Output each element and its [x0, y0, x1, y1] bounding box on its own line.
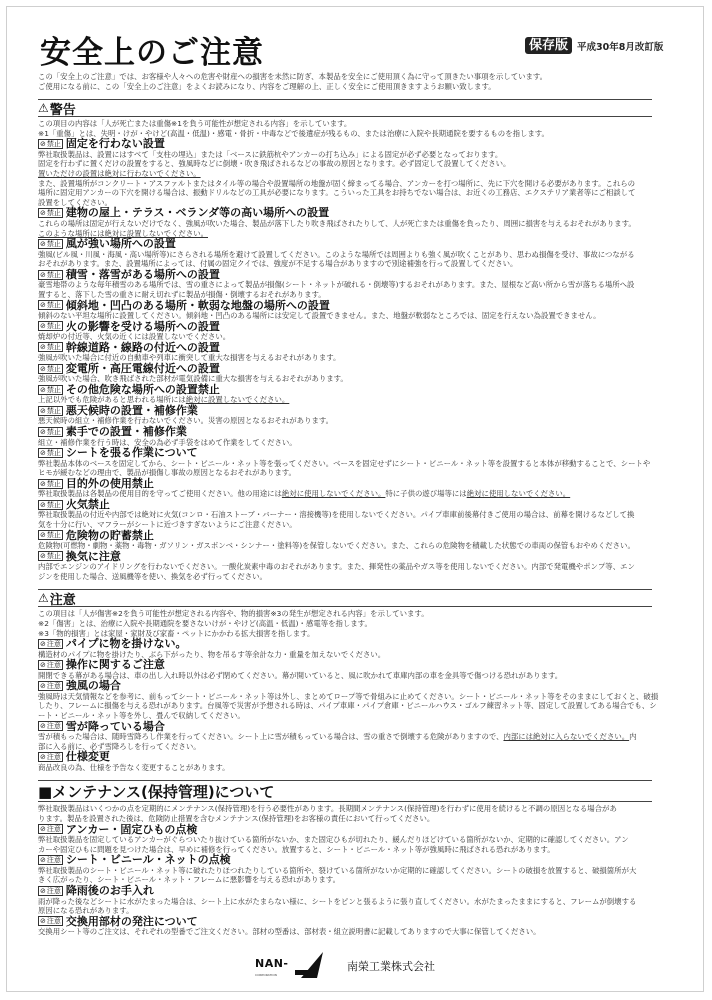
- prohibited-badge: [38, 270, 63, 280]
- caution-badge: [38, 660, 63, 670]
- notice-item: [38, 300, 652, 321]
- caution-badge: [38, 824, 63, 834]
- text-line: 弊社取扱製品の付近や内部では絶対に火気(コンロ・石油ストーブ・バーナー・溶接機等)を使用しないでください。パイプ車庫前後幕付きご使用の場合は、前幕を開けるなどして換: [38, 510, 635, 520]
- prohibited-icon: ⊘: [40, 301, 46, 310]
- notice-title-text: 変電所・高圧電線付近への設置: [65, 361, 220, 375]
- intro-line: この「安全上のご注意」では、お客様や人々への危害や財産への損害を未然に防ぎ、本製品を安全にご使用頂く為に守って頂きたい事項を示しています。: [38, 72, 548, 81]
- badge-label: 禁止: [46, 479, 61, 488]
- underlined-text: このような場所には絶対に設置しないでください。: [38, 228, 208, 238]
- text-line: この項目は「人が傷害※2を負う可能性が想定される内容や、物的損害※3の発生が想定される内容」を示しています。: [38, 609, 429, 619]
- caution-heading-label: 注意: [49, 592, 76, 608]
- notice-title-text: 積雪・落雪がある場所への設置: [65, 267, 220, 281]
- text-line: 気を十分に行い、マフラーがシートに近づきすぎないようにご注意ください。: [38, 520, 297, 530]
- text-line: おそれがあります。また、設置場所によっては、付属の固定クイでは、強度が不足する場合がありますので別途補強を行って設置してください。: [38, 259, 518, 269]
- text-line: ※2「傷害」とは、治療に入院や長期通院を要さないけが・やけど(高温・低温)・感電等を指します。: [38, 619, 372, 628]
- notice-item-title: [38, 885, 652, 897]
- prohibited-badge: [38, 500, 63, 510]
- prohibited-icon: ⊘: [40, 917, 46, 926]
- notice-item-title: [38, 207, 652, 219]
- underlined-text: 絶対に使用しないでください。: [281, 489, 386, 499]
- text-line: ※1「重傷」とは、失明・けが・やけど(高温・低温)・感電・骨折・中毒などで後遺症が残るもの、または治療に入院や長期通院を要するものを指します。: [38, 128, 549, 138]
- notice-item: [38, 238, 652, 269]
- text-segment: 内: [629, 732, 637, 742]
- notice-title-text: 強風の場合: [65, 679, 121, 693]
- prohibited-icon: ⊘: [40, 239, 46, 248]
- notice-title-text: 仕様変更: [65, 750, 110, 764]
- notice-item-title: [38, 478, 652, 490]
- prohibited-icon: ⊘: [40, 427, 46, 436]
- prohibited-badge: [38, 551, 63, 561]
- notice-item-title: [38, 238, 652, 250]
- notice-title-text: 降雨後のお手入れ: [65, 884, 154, 897]
- prohibited-badge: [38, 139, 63, 149]
- badge-label: 禁止: [46, 343, 61, 352]
- text-line: [38, 489, 652, 499]
- badge-label: 禁止: [46, 209, 61, 218]
- logo-sub: CORPORATION: [255, 973, 277, 977]
- text-line: 商品改良の為、仕様を予告なく変更することがあります。: [38, 762, 230, 772]
- badge-label: 注意: [46, 661, 61, 670]
- text-line: 弊社取扱製品はいくつかの点を定期的にメンテナンス(保持管理)を行う必要性があります。長期間メンテナンス(保持管理)を行わずに使用を続けると不調の原因となる場合があ: [38, 804, 617, 814]
- prohibited-badge: [38, 321, 63, 331]
- text-segment: 弊社取扱製品は各製品の使用目的を守ってご使用ください。他の用途には: [38, 489, 282, 499]
- prohibited-icon: ⊘: [40, 639, 46, 648]
- underlined-text: 置いただけの設置は絶対に行わないでください。: [38, 169, 201, 179]
- text-line: 原因になる恐れがあります。: [38, 906, 134, 916]
- notice-item: [38, 659, 652, 680]
- document-body: [38, 72, 659, 937]
- badge-label: 注意: [46, 856, 61, 865]
- badge-label: 禁止: [46, 406, 61, 415]
- edition-date: 平成30年8月改訂版: [577, 41, 664, 53]
- text-line: [38, 169, 652, 179]
- notice-item-title: [38, 530, 652, 542]
- notice-title-text: 幹線道路・線路の付近への設置: [65, 340, 220, 354]
- text-segment: 上記以外でも危険があると思われる場所には: [38, 395, 186, 405]
- text-line: 弊社製品本体のベースを固定してから、シート・ビニール・ネット等を張ってください。ベースを固定せずにシート・ビニール・ネット等を設置すると本体が移動することで、シートや: [38, 458, 651, 468]
- notice-item: [38, 321, 652, 342]
- notice-item: [38, 478, 652, 499]
- intro: [38, 72, 652, 91]
- text-line: 強風(ビル風・川風・海風・高い場所等)にさらされる場所を避けて設置してください。このような場所では周囲よりも強く風が吹くことがあり、思わぬ損傷を受け、事故につながる: [38, 249, 635, 259]
- prohibited-badge: [38, 364, 63, 374]
- caution-heading: [38, 589, 652, 607]
- text-line: また、設置場所がコンクリート・アスファルトまたはタイル等の場合や設置場所の地盤が固く締まってる場合、アンカーを打つ場所に、先に下穴を開ける必要があります。これらの: [38, 178, 636, 188]
- prohibited-badge: [38, 300, 63, 310]
- notice-item-title: [38, 680, 652, 692]
- prohibited-icon: ⊘: [40, 661, 46, 670]
- notice-item: [38, 530, 652, 551]
- badge-label: 注意: [46, 825, 61, 834]
- notice-item: [38, 447, 652, 478]
- badge-label: 禁止: [46, 385, 61, 394]
- text-line: 雨が降った後などシートに水がたまった場合は、シート上に水がたまらない様に、シートをピンと張るように張り直してください。水がたまったままにすると、フレームが倒壊する: [38, 896, 637, 906]
- caution-badge: [38, 855, 63, 865]
- notice-item: [38, 885, 652, 916]
- warning-triangle-icon: ⚠: [38, 591, 49, 606]
- text-line: 構造材のパイプに物を掛けたり、ぶら下がったり、物を吊るす等余計な力・重量を加えないでください。: [38, 649, 386, 659]
- notice-title-text: 固定を行わない設置: [65, 137, 165, 151]
- badge-label: 禁止: [46, 500, 61, 509]
- prohibited-icon: ⊘: [40, 385, 46, 394]
- notice-item-title: [38, 426, 652, 438]
- notice-item: [38, 207, 652, 238]
- prohibited-badge: [38, 479, 63, 489]
- caution-badge: [38, 639, 63, 649]
- text-line: 強風時は天気情報などを参考に、前もってシート・ビニール・ネット等は外し、まとめてロープ等で骨組みに止めてください。シート・ビニール・ネット等をそのままにしておくと、破損: [38, 691, 659, 701]
- notice-item-title: [38, 384, 652, 396]
- notice-item-title: [38, 824, 652, 836]
- text-line: したり、フレームに損傷を与える恐れがあります。台風等で災害が予想される時は、パイプ車庫・パイプ倉庫・ビニールハウス・ゴルフ練習ネット等、固定して設置してある場合でも、シ: [38, 701, 657, 711]
- notice-item: [38, 138, 652, 207]
- prohibited-badge: [38, 208, 63, 218]
- nan-a-logo: [255, 952, 335, 980]
- underlined-text: 絶対に使用しないでください。: [466, 489, 571, 499]
- notice-title-text: 目的外の使用禁止: [65, 476, 154, 490]
- prohibited-badge: [38, 406, 63, 416]
- text-line: 弊社取扱製品を固定しているアンカーがぐらついたり抜けている箇所がないか、また固定ひもが切れたり、緩んだりほどけている箇所がないか、定期的に確認してください。アン: [38, 835, 629, 845]
- text-line: ジンを使用した場合、送風機等を使い、換気を必ず行ってください。: [38, 571, 267, 581]
- notice-item-title: [38, 751, 652, 763]
- text-line: 強風が吹いた場合、吹き飛ばされた部材が電気設備に重大な損害を与えるおそれがあります。: [38, 374, 348, 384]
- warning-heading: [38, 99, 652, 117]
- underlined-text: 内部には絶対に入らないでください。: [503, 732, 630, 742]
- badge-label: 注意: [46, 917, 61, 926]
- prohibited-icon: ⊘: [40, 722, 46, 731]
- maintenance-heading: ■メンテナンス(保持管理)について: [38, 780, 652, 802]
- warning-section: [38, 99, 652, 581]
- badge-label: 禁止: [46, 531, 61, 540]
- notice-item-title: [38, 447, 652, 459]
- prohibited-badge: [38, 342, 63, 352]
- text-line: ート・ビニール・ネット等を外し、畳んで収納してください。: [38, 711, 245, 721]
- notice-title-text: 火気禁止: [65, 497, 110, 511]
- company-name: 南榮工業株式会社: [347, 960, 435, 973]
- prohibited-icon: ⊘: [40, 825, 46, 834]
- prohibited-icon: ⊘: [40, 531, 46, 540]
- notice-title-text: 危険物の貯蓄禁止: [65, 528, 154, 542]
- text-line: 場所に固定用アンカーの下穴を開ける場合は、振動ドリルなどの工具が必要になります。こういった工具をお持ちでない場合は、お近くの工務店、エクステリア業者等にご相談して: [38, 188, 636, 198]
- badge-label: 禁止: [46, 427, 61, 436]
- badge-label: 注意: [46, 682, 61, 691]
- notice-item-title: [38, 551, 652, 563]
- text-line: 固定を行わずに置くだけの設置をすると、強風時などに倒壊・吹き飛ばされるなどの事故の原因となります。必ず固定して設置してください。: [38, 159, 511, 169]
- company-logo: [255, 952, 435, 980]
- text-line: 悪天候時の組立・補修作業を行わないでください。災害の原因となるおそれがあります。: [38, 416, 334, 426]
- badge-label: 禁止: [46, 322, 61, 331]
- notice-title-text: 火の影響を受ける場所への設置: [65, 319, 220, 333]
- logo-text: NAN-: [255, 957, 289, 970]
- badge-label: 禁止: [46, 301, 61, 310]
- badge-label: 注意: [46, 753, 61, 762]
- caution-badge: [38, 721, 63, 731]
- text-line: 傾斜のない平坦な場所に設置してください。傾斜地・凹凸のある場所には安定して設置できません。また、地盤が軟弱なところでは、固定を行えない為設置できません。: [38, 311, 601, 320]
- text-line: きく広がったり、シート・ビニール・ネット・フレームに悪影響を与える恐れがあります。: [38, 875, 340, 885]
- text-line: 組立・補修作業を行う時は、安全の為必ず手袋をはめて作業をしてください。: [38, 437, 297, 447]
- maintenance-body: [38, 804, 652, 936]
- prohibited-icon: ⊘: [40, 682, 46, 691]
- notice-item: [38, 824, 652, 855]
- prohibited-icon: ⊘: [40, 322, 46, 331]
- notice-item: [38, 721, 652, 752]
- prohibited-icon: ⊘: [40, 140, 46, 149]
- prohibited-badge: [38, 448, 63, 458]
- text-line: [38, 732, 652, 742]
- notice-item-title: [38, 405, 652, 417]
- warning-triangle-icon: ⚠: [38, 101, 49, 116]
- prohibited-icon: ⊘: [40, 886, 46, 895]
- text-line: 焼却炉の付近等、火気の近くには設置しないでください。: [38, 332, 231, 342]
- text-segment: 雪が積もった場合は、随時雪降ろし作業を行ってください。シート上に雪が積もっている場合は、雪の重さで倒壊する危険がありますので、: [38, 732, 504, 742]
- caution-body: [38, 609, 659, 772]
- prohibited-icon: ⊘: [40, 406, 46, 415]
- text-segment: 特に子供の遊び場等には: [385, 489, 467, 499]
- text-line: ※3「物的損害」とは家屋・家財及び家畜・ペットにかかわる拡大損害を指します。: [38, 628, 315, 638]
- notice-title-text: シート・ビニール・ネットの点検: [65, 853, 231, 867]
- text-line: 豪雪地帯のような毎年積雪のある場所では、雪の重さによって製品が損傷(シート・ネットが破れる・倒壊等)するおそれがあります。また、屋根など高い所から雪が落ちる場所へ設: [38, 280, 635, 290]
- text-line: 内部でエンジンのアイドリングを行わないでください。一酸化炭素中毒のおそれがあります。また、揮発性の薬品やガス等を使用しないでください。内部で発電機やポンプ等、エン: [38, 562, 635, 572]
- notice-item-title: [38, 916, 652, 928]
- notice-title-text: 雪が降っている場合: [65, 719, 165, 733]
- caution-badge: [38, 752, 63, 762]
- notice-item-title: [38, 321, 652, 333]
- badge-label: 注意: [46, 639, 61, 648]
- notice-item: [38, 363, 652, 384]
- badge-label: 禁止: [46, 448, 61, 457]
- badge-label: 禁止: [46, 270, 61, 279]
- notice-title-text: 悪天候時の設置・補修作業: [65, 403, 198, 417]
- text-line: 弊社取扱製品のシート・ビニール・ネット等に破れたりほつれたりしている箇所や、裂けている箇所がないか定期的に確認してください。シートの破損を放置すると、破損箇所が大: [38, 865, 637, 875]
- notice-item: [38, 269, 652, 300]
- caution-badge: [38, 886, 63, 896]
- text-line: 強風が吹いた場合に付近の自動車や列車に衝突して重大な損害を与えるおそれがあります。: [38, 353, 341, 363]
- notice-item: [38, 916, 652, 937]
- text-line: これらの場所は固定が行えないだけでなく、強風が吹いた場合、製品が落下したり吹き飛ばされたりして、人が死亡または重傷を負ったり、周囲に損害を与えるおそれがあります。: [38, 218, 636, 228]
- notice-item: [38, 405, 652, 426]
- notice-item: [38, 499, 652, 530]
- notice-item: [38, 551, 652, 582]
- text-line: 置すると、落下した雪の重さに耐え切れずに製品が損傷・倒壊するおそれがあります。: [38, 289, 326, 299]
- notice-title-text: シートを張る作業について: [65, 446, 198, 460]
- badge-label: 禁止: [46, 239, 61, 248]
- notice-item-title: [38, 363, 652, 375]
- prohibited-icon: ⊘: [40, 364, 46, 373]
- prohibited-icon: ⊘: [40, 270, 46, 279]
- notice-item: [38, 342, 652, 363]
- notice-title-text: 交換用部材の発注について: [65, 914, 198, 928]
- text-line: 開閉できる幕がある場合は、車の出し入れ時以外は必ず閉めてください。幕が開いていると、風に吹かれて車庫内部の車を金具等で傷つける恐れがあります。: [38, 670, 563, 680]
- text-line: カーや固定ひもに問題を見つけた場合は、早めに補修を行ってください。放置すると、シート・ビニール・ネット等が強風時に飛ばされる恐れがあります。: [38, 844, 555, 854]
- prohibited-icon: ⊘: [40, 479, 46, 488]
- prohibited-icon: ⊘: [40, 552, 46, 561]
- text-line: 危険物(可燃物・劇物・薬物・毒物・ガソリン・ガスボンベ・シンナー・塗料等)を保管しないでください。また、これらの危険物を積載した状態での車両の保管もおやめください。: [38, 541, 635, 551]
- save-badge: 保存版: [525, 37, 572, 54]
- notice-item: [38, 638, 652, 659]
- notice-item-title: [38, 300, 652, 312]
- notice-item: [38, 679, 659, 721]
- text-line: この項目の内容は「人が死亡または重傷※1を負う可能性が想定される内容」を示しています。: [38, 119, 352, 129]
- notice-title-text: 傾斜地・凹凸のある場所・軟弱な地盤の場所への設置: [65, 298, 330, 312]
- notice-item-title: [38, 269, 652, 281]
- prohibited-icon: ⊘: [40, 500, 46, 509]
- underlined-text: 絶対に設置しないでください。: [185, 395, 290, 405]
- notice-item: [38, 384, 652, 405]
- caution-section: [38, 589, 659, 772]
- badge-label: 禁止: [46, 364, 61, 373]
- text-line: 部に入る前に、必ず雪降ろしを行ってください。: [38, 741, 201, 751]
- warning-body: [38, 119, 652, 581]
- text-line: 弊社取扱製品は、設置にはすべて「支柱の埋込」または「ベースに鉄筋杭やアンカーの打ち込み」による固定が必ず必要となっております。: [38, 149, 503, 159]
- prohibited-icon: ⊘: [40, 448, 46, 457]
- prohibited-badge: [38, 239, 63, 249]
- text-line: 交換用シート等のご注文は、それぞれの型番でご注文ください。部材の型番は、部材表・組立説明書に記載してありますので大事に保管してください。: [38, 927, 541, 937]
- notice-title-text: その他危険な場所への設置禁止: [65, 382, 220, 396]
- notice-title-text: 風が強い場所への設置: [65, 237, 176, 251]
- notice-item-title: [38, 342, 652, 354]
- notice-title-text: 換気に注意: [65, 549, 121, 563]
- prohibited-icon: ⊘: [40, 209, 46, 218]
- warning-heading-label: 警告: [49, 102, 76, 118]
- prohibited-icon: ⊘: [40, 753, 46, 762]
- notice-item-title: [38, 138, 652, 150]
- notice-item-title: [38, 721, 652, 733]
- page-title: 安全上のご注意: [40, 35, 264, 71]
- notice-title-text: 操作に関するご注意: [65, 658, 165, 672]
- notice-item-title: [38, 659, 652, 671]
- notice-item: [38, 751, 652, 772]
- edition-info: [525, 37, 663, 54]
- text-line: ります。製品を設置された後は、危険防止措置を含むメンテナンス(保持管理)をお客様の責任において行ってください。: [38, 814, 435, 824]
- prohibited-icon: ⊘: [40, 856, 46, 865]
- notice-item-title: [38, 854, 652, 866]
- prohibited-badge: [38, 530, 63, 540]
- logo-mark-icon: [295, 952, 325, 980]
- intro-line: ご使用になる前に、この「安全上のご注意」をよくお読みになり、内容をご理解の上、正しく安全にご使用頂きますようお願い致します。: [38, 81, 496, 91]
- notice-title-text: アンカー・固定ひもの点検: [65, 822, 198, 836]
- badge-label: 注意: [46, 722, 61, 731]
- notice-item-title: [38, 499, 652, 511]
- maintenance-section: [38, 780, 652, 936]
- notice-title-text: パイプに物を掛けない。: [65, 637, 187, 651]
- caution-badge: [38, 681, 63, 691]
- notice-item: [38, 854, 652, 885]
- badge-label: 禁止: [46, 140, 61, 149]
- text-line: 設置をしてください。: [38, 197, 112, 207]
- badge-label: 禁止: [46, 552, 61, 561]
- notice-item: [38, 426, 652, 447]
- notice-title-text: 建物の屋上・テラス・ベランダ等の高い場所への設置: [65, 206, 330, 220]
- badge-label: 注意: [46, 886, 61, 895]
- caution-badge: [38, 916, 63, 926]
- text-line: ヒモが緩むなどの理由で、製品が損傷し事故の原因となるおそれがあります。: [38, 468, 296, 478]
- prohibited-icon: ⊘: [40, 343, 46, 352]
- prohibited-badge: [38, 385, 63, 395]
- prohibited-badge: [38, 427, 63, 437]
- notice-title-text: 素手での設置・補修作業: [65, 425, 187, 439]
- notice-item-title: [38, 638, 652, 650]
